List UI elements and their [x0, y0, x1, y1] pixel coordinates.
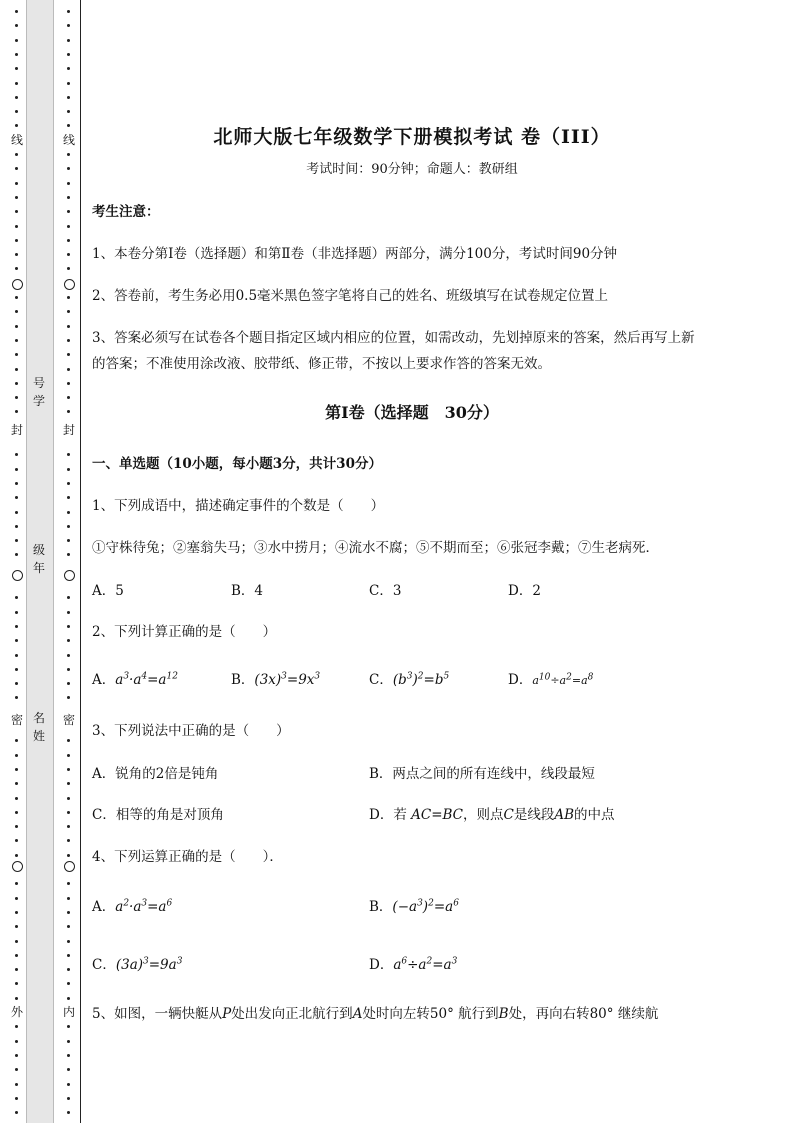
- q2-option-c: [369, 668, 449, 688]
- seal-dot: [67, 39, 70, 42]
- point-label: B: [498, 1006, 509, 1022]
- seal-dot: [67, 96, 70, 99]
- notice-item: 2、答卷前，考生务必用0.5毫米黑色签字笔将自己的姓名、班级填写在试卷规定位置上: [92, 288, 609, 304]
- seal-dot: [67, 911, 70, 914]
- seal-dot: [67, 882, 70, 885]
- seal-dot: [15, 1054, 18, 1057]
- binding-margin: [0, 0, 84, 1123]
- seal-dot: [67, 110, 70, 113]
- seal-dot: [15, 768, 18, 771]
- seal-dot: [67, 239, 70, 242]
- formula: $a^6\div a^2=a^3$: [393, 956, 458, 973]
- seal-dot: [67, 267, 70, 270]
- seal-dot: [15, 954, 18, 957]
- question-1-stem: 1、下列成语中，描述确定事件的个数是（ ）: [92, 498, 385, 514]
- seal-dot: [15, 53, 18, 56]
- formula: C: [503, 807, 514, 823]
- formula: $(-a^3)^2=a^6$: [392, 898, 459, 915]
- exam-title: 北师大版七年级数学下册模拟考试 卷（III）: [213, 126, 611, 148]
- seal-dot: [15, 310, 18, 313]
- seal-mark: 外: [10, 1005, 23, 1019]
- seal-dot: [67, 625, 70, 628]
- q4-option-b: [369, 895, 459, 915]
- q3-option-b: B．两点之间的所有连线中，线段最短: [369, 766, 595, 782]
- seal-circle: [12, 861, 23, 872]
- seal-dot: [67, 482, 70, 485]
- seal-dot: [15, 940, 18, 943]
- inner-seal-line: [62, 0, 76, 1123]
- seal-dot: [67, 539, 70, 542]
- seal-circle: [12, 279, 23, 290]
- seal-dot: [67, 67, 70, 70]
- seal-dot: [67, 353, 70, 356]
- seal-mark: 封: [10, 423, 23, 437]
- q4-option-d: [369, 953, 457, 973]
- option-label: B．: [231, 672, 255, 688]
- point-label: A: [352, 1006, 363, 1022]
- formula: $(3a)^3=9a^3$: [115, 956, 183, 973]
- seal-dot: [67, 954, 70, 957]
- seal-dot: [67, 825, 70, 828]
- seal-dot: [15, 453, 18, 456]
- seal-dot: [15, 339, 18, 342]
- seal-dot: [15, 353, 18, 356]
- seal-dot: [15, 253, 18, 256]
- seal-dot: [15, 468, 18, 471]
- label-grade: 级 年: [32, 543, 45, 575]
- seal-mark: 线: [10, 133, 23, 147]
- seal-dot: [15, 82, 18, 85]
- question-4-stem: 4、下列运算正确的是（ ）．: [92, 849, 283, 865]
- seal-dot: [15, 982, 18, 985]
- seal-dot: [15, 1097, 18, 1100]
- formula: $(b^3)^2=b^5$: [392, 671, 450, 688]
- option-text: ，则点: [463, 807, 504, 823]
- seal-dot: [15, 153, 18, 156]
- seal-dot: [15, 539, 18, 542]
- margin-divider: [80, 0, 81, 1123]
- seal-dot: [15, 1040, 18, 1043]
- option-label: A．: [92, 899, 116, 915]
- seal-dot: [15, 925, 18, 928]
- seal-dot: [15, 368, 18, 371]
- formula: $a^3\cdot a^4=a^{12}$: [115, 671, 178, 688]
- seal-dot: [67, 839, 70, 842]
- formula: $(3x)^3=9x^3$: [254, 671, 321, 688]
- seal-dot: [15, 267, 18, 270]
- option-label: B．: [369, 899, 393, 915]
- q4-option-c: [92, 953, 182, 973]
- seal-dot: [67, 296, 70, 299]
- exam-subtitle: 考试时间：90分钟；命题人：教研组: [306, 162, 518, 177]
- seal-dot: [67, 210, 70, 213]
- seal-dot: [15, 496, 18, 499]
- seal-dot: [15, 739, 18, 742]
- seal-dot: [67, 396, 70, 399]
- outer-seal-line: [10, 0, 24, 1123]
- seal-dot: [67, 739, 70, 742]
- question-1-detail: ①守株待兔；②塞翁失马；③水中捞月；④流水不腐；⑤不期而至；⑥张冠李戴；⑦生老病死．: [92, 540, 659, 556]
- seal-dot: [15, 625, 18, 628]
- question-3-stem: 3、下列说法中正确的是（ ）: [92, 723, 290, 739]
- seal-dot: [67, 1083, 70, 1086]
- seal-dot: [67, 811, 70, 814]
- seal-dot: [67, 968, 70, 971]
- seal-dot: [15, 839, 18, 842]
- seal-dot: [15, 639, 18, 642]
- option-label: D．若: [369, 807, 412, 823]
- seal-dot: [15, 668, 18, 671]
- seal-dot: [67, 525, 70, 528]
- formula: AB: [554, 807, 575, 823]
- seal-dot: [15, 654, 18, 657]
- stem-text: 处出发向正北航行到: [231, 1006, 353, 1022]
- seal-dot: [15, 696, 18, 699]
- q2-option-d: [508, 668, 593, 688]
- seal-dot: [67, 310, 70, 313]
- seal-dot: [15, 997, 18, 1000]
- seal-dot: [15, 525, 18, 528]
- option-label: C．: [369, 672, 393, 688]
- seal-dot: [15, 325, 18, 328]
- seal-dot: [15, 39, 18, 42]
- seal-mark: 密: [10, 713, 23, 727]
- seal-dot: [15, 182, 18, 185]
- seal-dot: [67, 997, 70, 1000]
- seal-dot: [15, 196, 18, 199]
- seal-dot: [67, 253, 70, 256]
- formula: AC=BC: [411, 807, 464, 823]
- seal-dot: [15, 167, 18, 170]
- seal-dot: [67, 596, 70, 599]
- q4-option-a: [92, 895, 172, 915]
- seal-dot: [15, 396, 18, 399]
- seal-dot: [67, 468, 70, 471]
- seal-dot: [15, 968, 18, 971]
- q3-option-d: [369, 803, 615, 823]
- seal-dot: [67, 1025, 70, 1028]
- stem-text: 处时向左转50° 航行到: [362, 1006, 499, 1022]
- seal-dot: [67, 339, 70, 342]
- seal-dot: [67, 225, 70, 228]
- seal-dot: [15, 110, 18, 113]
- point-label: P: [222, 1006, 232, 1022]
- seal-dot: [15, 24, 18, 27]
- seal-dot: [67, 496, 70, 499]
- q1-option-b: B．4: [231, 583, 264, 599]
- q1-option-c: C．3: [369, 583, 402, 599]
- seal-dot: [15, 410, 18, 413]
- seal-circle: [64, 570, 75, 581]
- seal-dot: [67, 410, 70, 413]
- seal-mark: 线: [62, 133, 75, 147]
- notice-item: 的答案；不准使用涂改液、胶带纸、修正带，不按以上要求作答的答案无效。: [92, 356, 551, 372]
- seal-dot: [15, 782, 18, 785]
- seal-dot: [15, 10, 18, 13]
- seal-dot: [15, 882, 18, 885]
- seal-dot: [67, 53, 70, 56]
- seal-mark: 密: [62, 713, 75, 727]
- seal-dot: [15, 754, 18, 757]
- question-2-stem: 2、下列计算正确的是（ ）: [92, 624, 277, 640]
- notice-item: 3、答案必须写在试卷各个题目指定区域内相应的位置，如需改动，先划掉原来的答案，然后再写上新: [92, 330, 695, 346]
- seal-dot: [15, 124, 18, 127]
- seal-dot: [15, 296, 18, 299]
- seal-dot: [67, 10, 70, 13]
- seal-dot: [67, 940, 70, 943]
- seal-dot: [15, 825, 18, 828]
- seal-dot: [15, 482, 18, 485]
- stem-text: 处，再向右转80° 继续航: [508, 1006, 659, 1022]
- option-text: 的中点: [574, 807, 615, 823]
- seal-dot: [15, 239, 18, 242]
- q1-option-a: A．5: [92, 583, 124, 599]
- seal-dot: [15, 553, 18, 556]
- seal-dot: [67, 182, 70, 185]
- seal-dot: [67, 639, 70, 642]
- label-name: 名 姓: [32, 711, 45, 743]
- option-label: A．: [92, 672, 116, 688]
- seal-dot: [67, 553, 70, 556]
- seal-dot: [67, 754, 70, 757]
- seal-dot: [15, 897, 18, 900]
- seal-mark: 封: [62, 423, 75, 437]
- seal-dot: [67, 768, 70, 771]
- seal-dot: [67, 782, 70, 785]
- seal-dot: [67, 167, 70, 170]
- option-text: 是线段: [513, 807, 555, 823]
- seal-dot: [15, 96, 18, 99]
- seal-dot: [67, 382, 70, 385]
- seal-dot: [67, 982, 70, 985]
- seal-dot: [15, 1068, 18, 1071]
- q3-option-a: A．锐角的2倍是钝角: [92, 766, 219, 782]
- seal-circle: [64, 861, 75, 872]
- seal-dot: [67, 24, 70, 27]
- seal-dot: [15, 67, 18, 70]
- seal-dot: [67, 654, 70, 657]
- seal-dot: [15, 382, 18, 385]
- seal-dot: [67, 511, 70, 514]
- seal-mark: 内: [62, 1005, 75, 1019]
- seal-dot: [67, 325, 70, 328]
- seal-circle: [12, 570, 23, 581]
- formula: $a^2\cdot a^3=a^6$: [115, 898, 173, 915]
- seal-dot: [15, 911, 18, 914]
- option-label: C．: [92, 957, 116, 973]
- notice-item: 1、本卷分第I卷（选择题）和第Ⅱ卷（非选择题）两部分，满分100分，考试时间90分钟: [92, 246, 618, 262]
- seal-dot: [67, 925, 70, 928]
- seal-circle: [64, 279, 75, 290]
- seal-dot: [67, 682, 70, 685]
- seal-dot: [67, 668, 70, 671]
- seal-dot: [67, 1097, 70, 1100]
- option-label: D．: [369, 957, 394, 973]
- seal-dot: [67, 453, 70, 456]
- seal-dot: [67, 611, 70, 614]
- seal-dot: [67, 82, 70, 85]
- seal-dot: [67, 124, 70, 127]
- q3-option-c: C．相等的角是对顶角: [92, 807, 224, 823]
- seal-dot: [67, 153, 70, 156]
- seal-dot: [15, 797, 18, 800]
- seal-dot: [67, 854, 70, 857]
- seal-dot: [15, 210, 18, 213]
- seal-dot: [15, 682, 18, 685]
- seal-dot: [15, 1111, 18, 1114]
- seal-dot: [67, 797, 70, 800]
- seal-dot: [67, 696, 70, 699]
- seal-dot: [67, 1040, 70, 1043]
- question-5-stem: [92, 1002, 658, 1022]
- seal-dot: [15, 225, 18, 228]
- seal-dot: [67, 1111, 70, 1114]
- seal-dot: [67, 1054, 70, 1057]
- seal-dot: [15, 854, 18, 857]
- seal-dot: [67, 368, 70, 371]
- label-student-number: 号 学: [32, 376, 45, 408]
- seal-dot: [15, 511, 18, 514]
- seal-dot: [15, 1025, 18, 1028]
- notice-heading: 考生注意：: [92, 204, 160, 220]
- option-label: D．: [508, 672, 533, 688]
- stem-text: 5、如图，一辆快艇从: [92, 1006, 223, 1022]
- q2-option-a: [92, 668, 178, 688]
- seal-dot: [67, 897, 70, 900]
- q1-option-d: D．2: [508, 583, 541, 599]
- seal-dot: [15, 1083, 18, 1086]
- seal-dot: [15, 611, 18, 614]
- section-title: 第I卷（选择题 30分）: [325, 403, 499, 422]
- seal-dot: [15, 811, 18, 814]
- seal-dot: [67, 196, 70, 199]
- seal-dot: [67, 1068, 70, 1071]
- q2-option-b: [231, 668, 320, 688]
- seal-dot: [15, 596, 18, 599]
- formula: $a^{10}\div a^2=a^8$: [532, 672, 594, 687]
- part-title: 一、单选题（10小题，每小题3分，共计30分）: [92, 456, 382, 472]
